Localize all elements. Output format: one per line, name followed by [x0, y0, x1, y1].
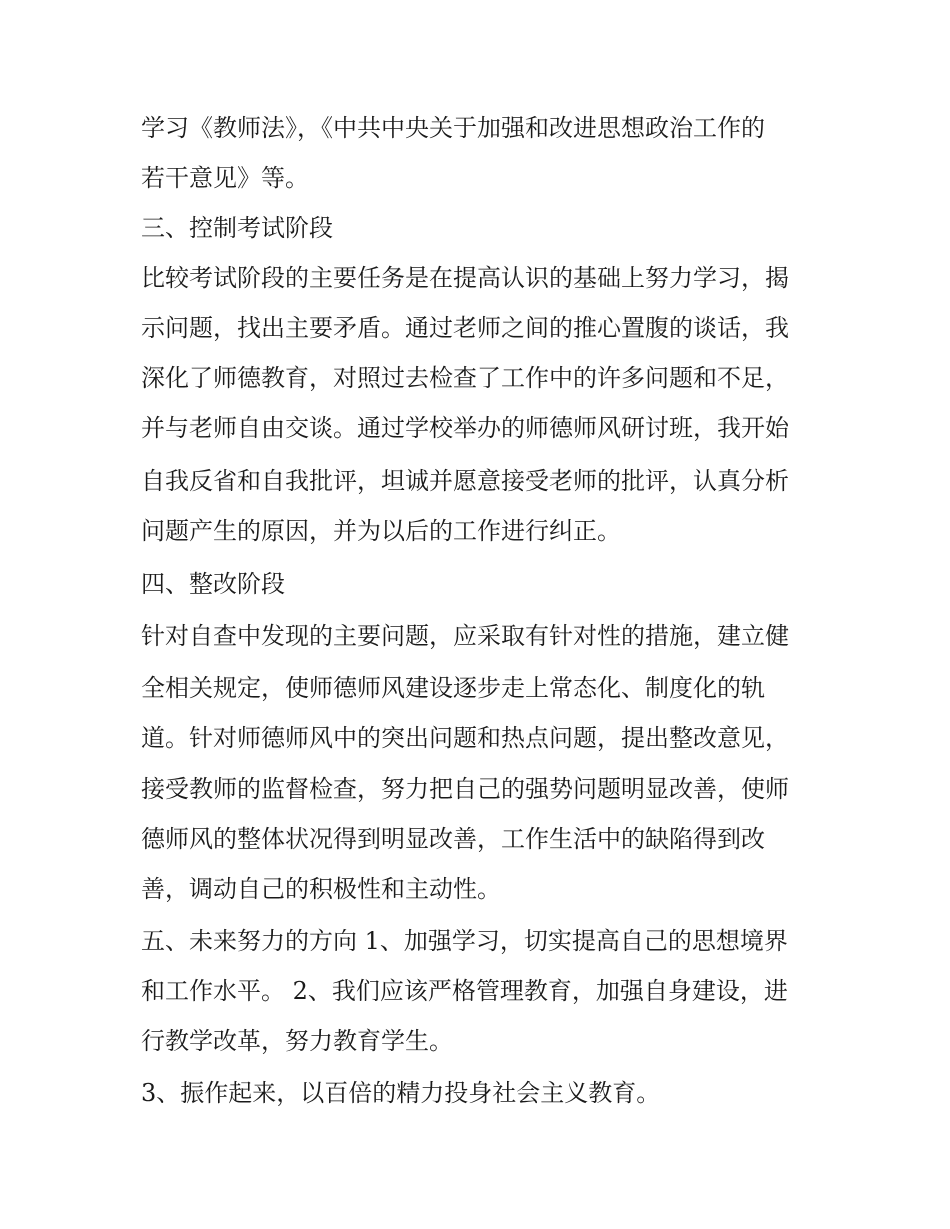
- body-text-line: 并与老师自由交谈。通过学校举办的师德师风研讨班，我开始: [141, 414, 789, 442]
- body-text-line: 3、振作起来，以百倍的精力投身社会主义教育。: [141, 1079, 661, 1107]
- body-text-line: 针对自查中发现的主要问题，应采取有针对性的措施，建立健: [141, 622, 789, 650]
- body-text-line: 德师风的整体状况得到明显改善，工作生活中的缺陷得到改: [141, 825, 765, 853]
- section-heading: 四、整改阶段: [141, 570, 285, 598]
- body-text-line: 深化了师德教育，对照过去检查了工作中的许多问题和不足，: [141, 364, 789, 392]
- body-text-line: 行教学改革，努力教育学生。: [141, 1027, 453, 1055]
- body-text-line: 善，调动自己的积极性和主动性。: [141, 875, 501, 903]
- body-text-line: 示问题，找出主要矛盾。通过老师之间的推心置腹的谈话，我: [141, 314, 789, 342]
- body-text-line: 自我反省和自我批评，坦诚并愿意接受老师的批评，认真分析: [141, 467, 789, 495]
- body-text-line: 接受教师的监督检查，努力把自己的强势问题明显改善，使师: [141, 775, 789, 803]
- body-text-line: 问题产生的原因，并为以后的工作进行纠正。: [141, 517, 621, 545]
- section-heading: 五、未来努力的方向 1、加强学习，切实提高自己的思想境界: [141, 927, 788, 955]
- body-text-line: 道。针对师德师风中的突出问题和热点问题，提出整改意见，: [141, 724, 789, 752]
- body-text-line: 全相关规定，使师德师风建设逐步走上常态化、制度化的轨: [141, 674, 765, 702]
- body-text-line: 和工作水平。 2、我们应该严格管理教育，加强自身建设，进: [141, 977, 788, 1005]
- body-text-line: 若干意见》等。: [141, 164, 309, 192]
- body-text-line: 比较考试阶段的主要任务是在提高认识的基础上努力学习，揭: [141, 264, 789, 292]
- section-heading: 三、控制考试阶段: [141, 214, 333, 242]
- body-text-line: 学习《教师法》，《中共中央关于加强和改进思想政治工作的: [141, 114, 765, 142]
